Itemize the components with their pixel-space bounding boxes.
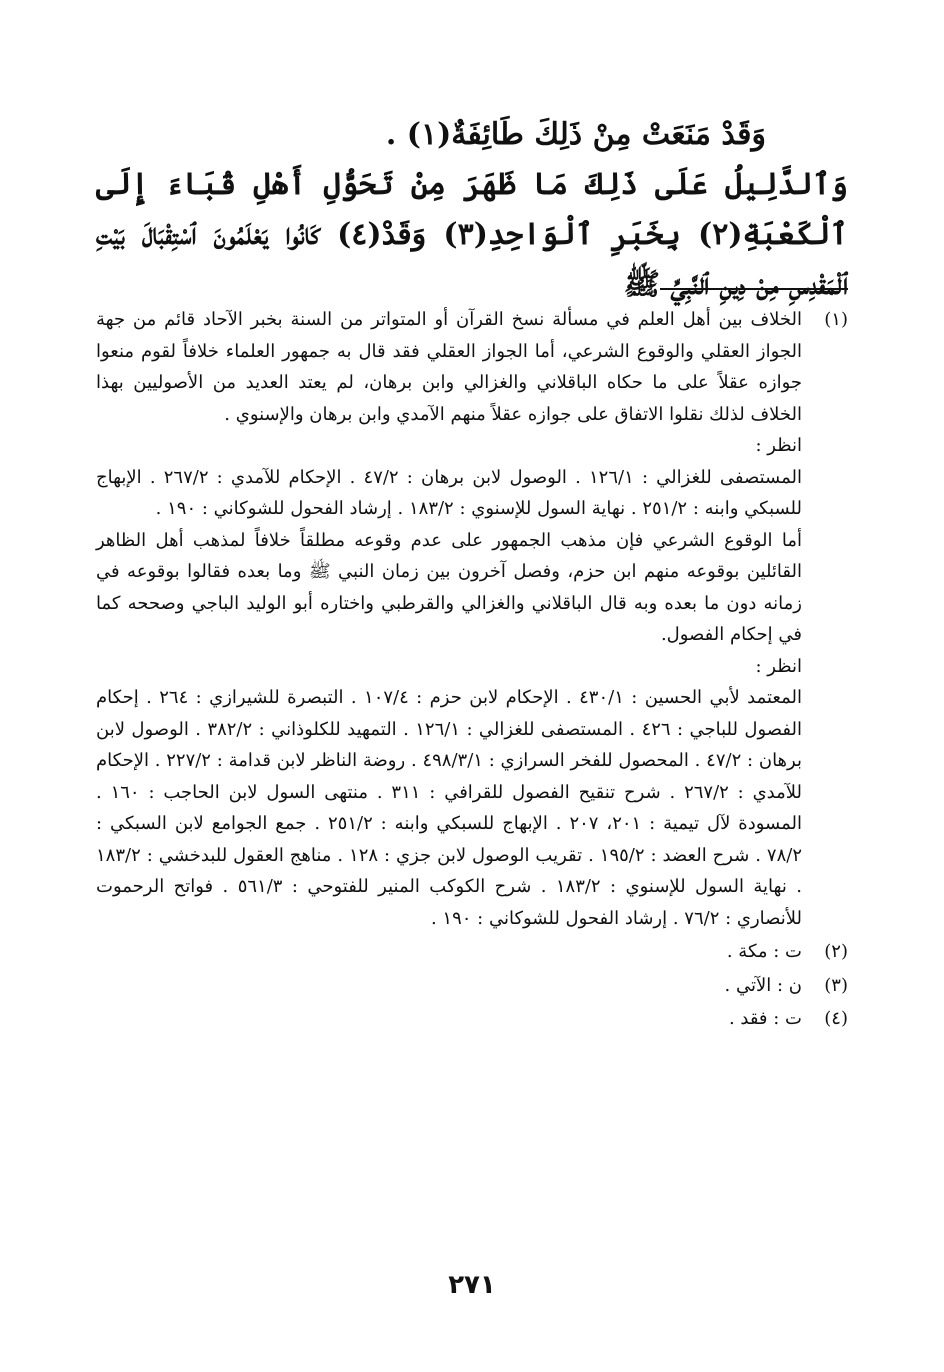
footnote-paragraph: انظر : [755, 435, 802, 456]
footnote-paragraph: ت : مكة . [726, 941, 802, 962]
footnote-number: (١) [824, 309, 848, 330]
page-number: ٢٧١ [448, 1270, 496, 1300]
footnote-number: (٤) [824, 1008, 848, 1029]
main-text [96, 110, 848, 310]
main-text-line: وَقَدْ مَنَعَتْ مِنْ ذَلِكَ طَائِفَةٌ(١) . [385, 117, 766, 152]
footnote-1 [96, 304, 848, 934]
footnote-number: (٣) [824, 974, 848, 996]
footnote-paragraph: ت : فقد . [728, 1008, 802, 1029]
footnote-number: (٢) [824, 941, 848, 962]
footnotes [96, 304, 848, 1035]
footnote-separator [660, 288, 848, 290]
footnote-paragraph: انظر : [755, 655, 802, 677]
footnote-paragraph: ن : الآتي . [724, 974, 802, 996]
footnote-2 [96, 936, 848, 968]
footnote-4 [96, 1003, 848, 1035]
footnote-paragraph: الخلاف بين أهل العلم في مسألة نسخ القرآن أو المتواتر من السنة بخبر الآحاد قائم من جهة الجواز العقلي والوقوع الشرعي، أما الجواز العقلي فقد قال به جمهور العلماء خلافاً لقوم منعوا جوازه عقلاً على ما حكاه الباقلاني والغزالي وابن برهان، لم يعتد العديد من الأصوليين بهذا الخلاف لذلك نقلوا الاتفاق على جوازه عقلاً منهم الآمدي وابن برهان والإسنوي . [96, 309, 802, 425]
footnote-paragraph: المستصفى للغزالي : ١٢٦/١ . الوصول لابن برهان : ٤٧/٢ . الإحكام للآمدي : ٢٦٧/٢ . الإبهاج للسبكي وابنه : ٢٥١/٢ . نهاية السول للإسنوي : ١٨٣/٢ . إرشاد الفحول للشوكاني : ١٩٠ . [96, 466, 802, 519]
footnote-3 [96, 970, 848, 1002]
footnote-paragraph: أما الوقوع الشرعي فإن مذهب الجمهور على عدم وقوعه مطلقاً خلافاً لمذهب أهل الظاهر القائلين بوقوعه منهم ابن حزم، وفصل آخرون بين زمان النبي ﷺ وما بعده فقالوا بوقوعه في زمانه دون ما بعده وبه قال الباقلاني والغزالي والقرطبي واختاره أبو الوليد الباجي وصححه كما في إحكام الفصول. [96, 529, 802, 645]
main-text-line: وَٱلدَّلِيلُ عَلَى ذَلِكَ مَا ظَهَرَ مِنْ تَحَوُّلِ أَهْلِ قُبَاءَ إِلَى ٱلْكَعْبَةِ(٢) بِخَبَرِ ٱلْوَاحِدِ(٣) وَقَدْ(٤) كَانُوا يَعْلَمُونَ ٱسْتِقْبَالَ بَيْتِ ٱلْمَقْدِسِ مِنْ دِينِ ٱلنَّبِيِّ ﷺ [96, 167, 848, 302]
footnote-paragraph: المعتمد لأبي الحسين : ٤٣٠/١ . الإحكام لابن حزم : ١٠٧/٤ . التبصرة للشيرازي : ٢٦٤ . إحكام الفصول للباجي : ٤٢٦ . المستصفى للغزالي : ١٢٦/١ . التمهيد للكلوذاني : ٣٨٢/٢ . الوصول لابن برهان : ٤٧/٢ . المحصول للفخر السرازي : ٤٩٨/٣/١ . روضة الناظر لابن قدامة : ٢٢٧/٢ . الإحكام للآمدي : ٢٦٧/٢ . شرح تنقيح الفصول للقرافي : ٣١١ . منتهى السول لابن الحاجب : ١٦٠ . المسودة لآل تيمية : ٢٠١، ٢٠٧ . الإبهاج للسبكي وابنه : ٢٥١/٢ . جمع الجوامع لابن السبكي : ٧٨/٢ . شرح العضد : ١٩٥/٢ . تقريب الوصول لابن جزي : ١٢٨ . مناهج العقول للبدخشي : ١٨٣/٢ . نهاية السول للإسنوي : ١٨٣/٢ . شرح الكوكب المنير للفتوحي : ٥٦١/٣ . فواتح الرحموت للأنصاري : ٧٦/٢ . إرشاد الفحول للشوكاني : ١٩٠ . [96, 687, 803, 929]
